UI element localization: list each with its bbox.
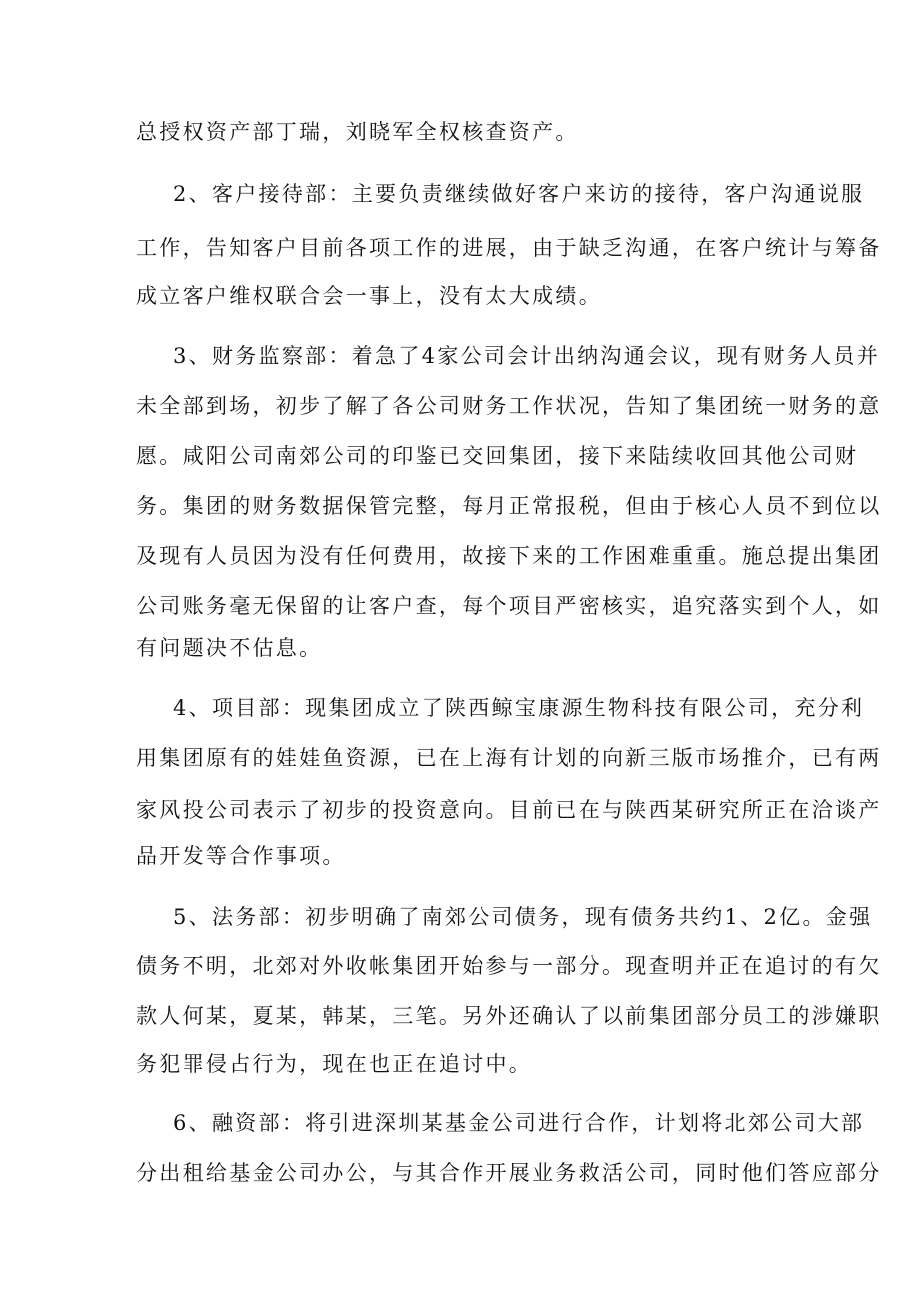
text-line-6: 未全部到场，初步了解了各公司财务工作状况，告知了集团统一财务的意 [136, 394, 882, 418]
text-line-20: 6、融资部：将引进深圳某基金公司进行合作，计划将北郊公司大部 [173, 1111, 865, 1135]
text-line-14: 家风投公司表示了初步的投资意向。目前已在与陕西某研究所正在洽谈产 [136, 798, 882, 822]
text-line-8: 务。集团的财务数据保管完整，每月正常报税，但由于核心人员不到位以 [136, 494, 882, 518]
text-line-17: 债务不明，北郊对外收帐集团开始参与一部分。现查明并正在追讨的有欠 [136, 954, 882, 978]
text-line-19: 务犯罪侵占行为，现在也正在追讨中。 [136, 1052, 533, 1076]
text-line-11: 有问题决不估息。 [136, 636, 323, 660]
text-line-9: 及现有人员因为没有任何费用，故接下来的工作困难重重。施总提出集团 [136, 544, 882, 568]
text-line-18: 款人何某，夏某，韩某，三笔。另外还确认了以前集团部分员工的涉嫌职 [136, 1004, 882, 1028]
text-line-5: 3、财务监察部：着急了4家公司会计出纳沟通会议，现有财务人员并 [173, 344, 881, 368]
text-line-10: 公司账务毫无保留的让客户查，每个项目严密核实，追究落实到个人，如 [136, 594, 882, 618]
text-line-12: 4、项目部：现集团成立了陕西鲸宝康源生物科技有限公司，充分利 [173, 696, 865, 720]
text-line-15: 品开发等合作事项。 [136, 844, 346, 868]
text-line-16: 5、法务部：初步明确了南郊公司债务，现有债务共约1、2亿。金强 [173, 905, 873, 929]
text-line-21: 分出租给基金公司办公，与其合作开展业务救活公司，同时他们答应部分 [136, 1161, 882, 1185]
text-line-7: 愿。咸阳公司南郊公司的印鉴已交回集团，接下来陆续收回其他公司财 [136, 444, 859, 468]
text-line-13: 用集团原有的娃娃鱼资源，已在上海有计划的向新三版市场推介，已有两 [136, 746, 882, 770]
text-line-2: 2、客户接待部：主要负责继续做好客户来访的接待，客户沟通说服 [173, 182, 865, 206]
text-line-1: 总授权资产部丁瑞，刘晓军全权核查资产。 [136, 120, 579, 144]
text-line-3: 工作，告知客户目前各项工作的进展，由于缺乏沟通，在客户统计与筹备 [136, 236, 882, 260]
text-line-4: 成立客户维权联合会一事上，没有太大成绩。 [136, 284, 602, 308]
